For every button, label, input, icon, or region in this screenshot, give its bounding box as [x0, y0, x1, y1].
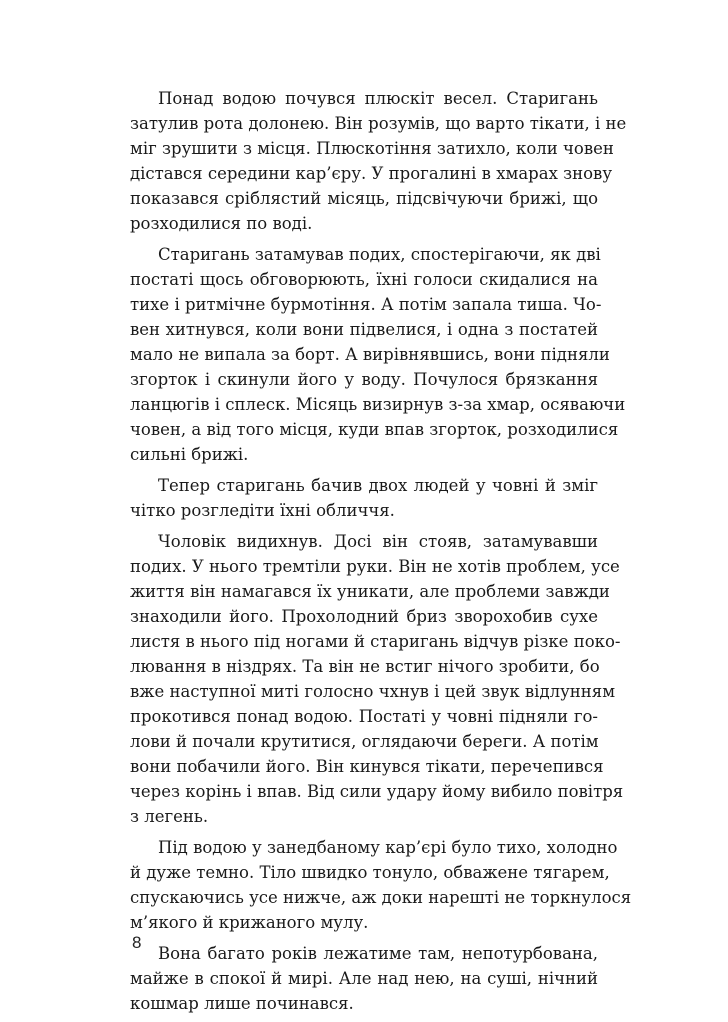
text-line: знаходили його. Прохолодний бриз зворохобив сухе — [130, 607, 598, 626]
text-line: Старигань затамував подих, спостерігаючи, як дві — [158, 245, 601, 264]
text-line: Тепер старигань бачив двох людей у човні й зміг — [158, 476, 598, 495]
text-line: тихе і ритмічне бурмотіння. А потім запала тиша. Чо- — [130, 295, 602, 314]
text-line: затулив рота долонею. Він розумів, що варто тікати, і не — [130, 114, 627, 133]
paragraph — [130, 529, 624, 829]
text-line: прокотився понад водою. Постаті у човні підняли го- — [130, 707, 598, 726]
text-line: Під водою у занедбаному кар’єрі було тихо, холодно — [158, 838, 618, 857]
text-line: спускаючись усе нижче, аж доки нарешті не торкнулося — [130, 888, 632, 907]
text-line: показався сріблястий місяць, підсвічуючи брижі, що — [130, 189, 598, 208]
text-line: мало не випала за борт. А вирівнявшись, вони підняли — [130, 345, 610, 364]
text-line: з легень. — [130, 807, 209, 826]
paragraph — [130, 242, 626, 467]
text-line: Понад водою почувся плюскіт весел. Старигань — [158, 89, 598, 108]
text-line: Вона багато років лежатиме там, непотурбована, — [158, 944, 598, 963]
text-line: сильні брижі. — [130, 445, 249, 464]
text-line: лювання в ніздрях. Та він не встиг нічого зробити, бо — [130, 657, 600, 676]
text-line: життя він намагався їх уникати, але проблеми завжди — [130, 582, 610, 601]
text-line: човен, а від того місця, куди впав згорток, розходилися — [130, 420, 619, 439]
text-line: м’якого й крижаного мулу. — [130, 913, 369, 932]
paragraph — [130, 473, 598, 523]
text-line: постаті щось обговорюють, їхні голоси скидалися на — [130, 270, 598, 289]
text-line: лови й почали крутитися, оглядаючи береги. А потім — [130, 732, 599, 751]
text-line: листя в нього під ногами й старигань відчув різке поко- — [130, 632, 621, 651]
text-line: через корінь і впав. Від сили удару йому вибило повітря — [130, 782, 624, 801]
text-line: ланцюгів і сплеск. Місяць визирнув з-за хмар, осяваючи — [130, 395, 626, 414]
paragraph — [130, 86, 627, 236]
text-line: чітко розгледіти їхні обличчя. — [130, 501, 395, 520]
text-line: розходилися по воді. — [130, 214, 313, 233]
text-line: кошмар лише починався. — [130, 994, 354, 1013]
body-text — [130, 86, 632, 1022]
text-line: вони побачили його. Він кинувся тікати, перечепився — [130, 757, 604, 776]
text-line: дістався середини кар’єру. У прогалині в хмарах знову — [130, 164, 613, 183]
text-line: майже в спокої й мирі. Але над нею, на суші, нічний — [130, 969, 598, 988]
text-line: Чоловік видихнув. Досі він стояв, затамувавши — [158, 532, 598, 551]
text-line: подих. У нього тремтіли руки. Він не хотів проблем, усе — [130, 557, 620, 576]
paragraph — [130, 941, 598, 1016]
text-line: міг зрушити з місця. Плюскотіння затихло, коли човен — [130, 139, 614, 158]
paragraph — [130, 835, 632, 935]
page-number: 8 — [132, 933, 142, 952]
text-line: вен хитнувся, коли вони підвелися, і одна з постатей — [130, 320, 598, 339]
text-line: вже наступної миті голосно чхнув і цей звук відлунням — [130, 682, 616, 701]
text-line: згорток і скинули його у воду. Почулося брязкання — [130, 370, 598, 389]
text-line: й дуже темно. Тіло швидко тонуло, обважене тягарем, — [130, 863, 610, 882]
